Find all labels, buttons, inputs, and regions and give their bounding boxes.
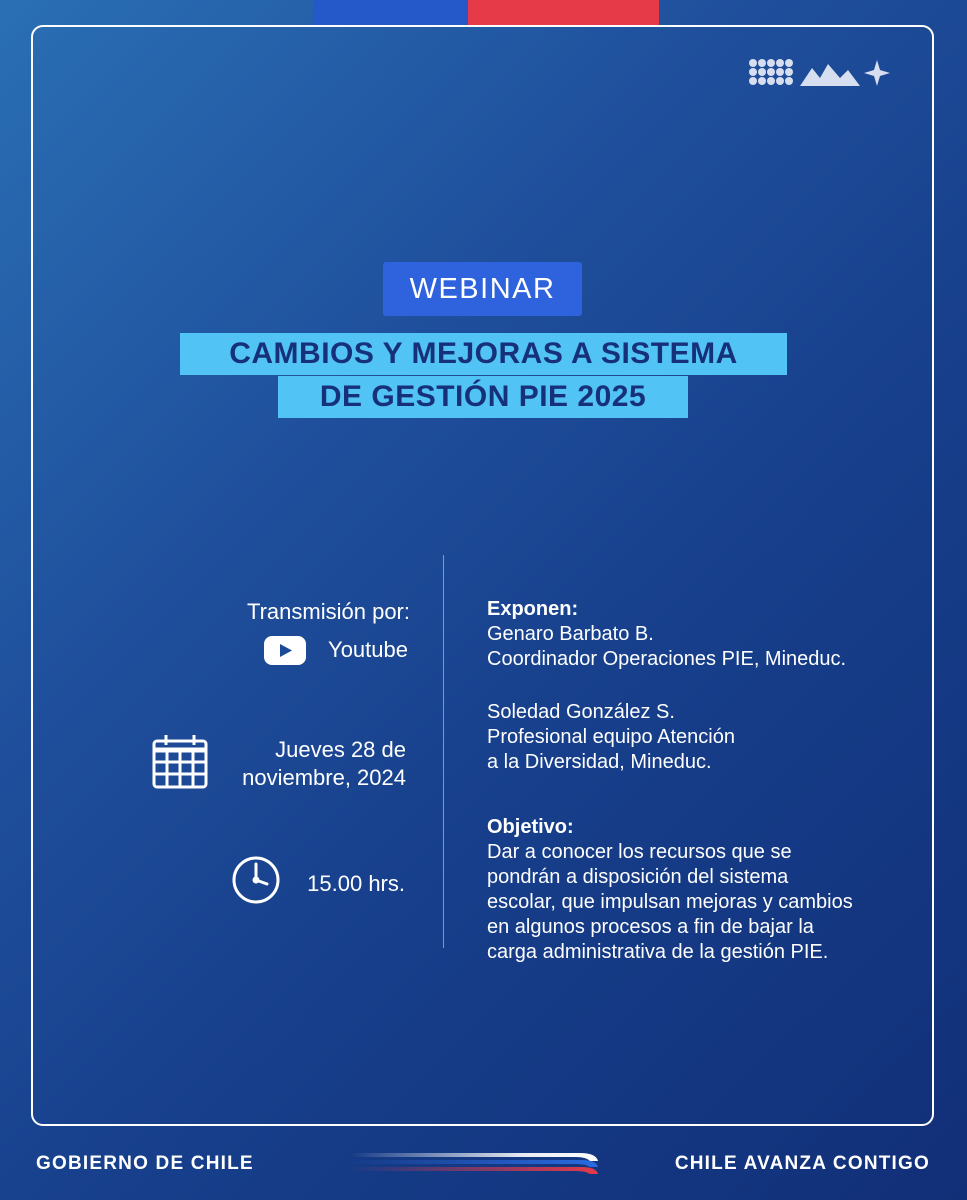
broadcast-label: Transmisión por: xyxy=(246,599,410,624)
column-divider xyxy=(443,555,444,948)
speaker-1-role: Coordinador Operaciones PIE, Mineduc. xyxy=(487,648,847,670)
speaker-2-role-line-1: Profesional equipo Atención xyxy=(487,726,735,748)
webinar-tag: WEBINAR xyxy=(383,262,582,316)
objective-heading: Objetivo: xyxy=(487,816,574,838)
footer-gobierno-label: GOBIERNO DE CHILE xyxy=(36,1153,254,1174)
objective-line-5: carga administrativa de la gestión PIE. xyxy=(487,941,829,963)
speakers-heading: Exponen: xyxy=(487,598,579,620)
event-title-line-1: CAMBIOS Y MEJORAS A SISTEMA xyxy=(180,333,787,375)
calendar-icon xyxy=(152,733,208,789)
youtube-icon xyxy=(264,636,306,665)
flag-stripe-red xyxy=(468,0,659,26)
speaker-1-name: Genaro Barbato B. xyxy=(487,623,654,645)
footer-slogan: CHILE AVANZA CONTIGO xyxy=(674,1153,930,1174)
event-title-line-2: DE GESTIÓN PIE 2025 xyxy=(278,376,688,418)
objective-line-2: pondrán a disposición del sistema xyxy=(487,866,789,888)
objective-section xyxy=(487,815,853,965)
event-time: 15.00 hrs. xyxy=(307,871,405,896)
speaker-2-role-line-2: a la Diversidad, Mineduc. xyxy=(487,751,712,773)
swoosh-logo-icon xyxy=(350,1147,600,1181)
clock-icon xyxy=(231,855,281,905)
event-date-line-2: noviembre, 2024 xyxy=(242,765,406,790)
event-date-line-1: Jueves 28 de xyxy=(275,737,406,762)
flag-stripe-blue xyxy=(313,0,468,26)
speakers-section xyxy=(487,597,846,775)
speaker-2-name: Soledad González S. xyxy=(487,701,675,723)
flag-stripe xyxy=(313,0,659,26)
gobierno-logo-icon xyxy=(748,56,890,88)
objective-line-4: en algunos procesos a fin de bajar la xyxy=(487,916,814,938)
objective-line-1: Dar a conocer los recursos que se xyxy=(487,841,792,863)
platform-label: Youtube xyxy=(328,637,408,662)
objective-line-3: escolar, que impulsan mejoras y cambios xyxy=(487,891,853,913)
event-date xyxy=(242,736,406,792)
